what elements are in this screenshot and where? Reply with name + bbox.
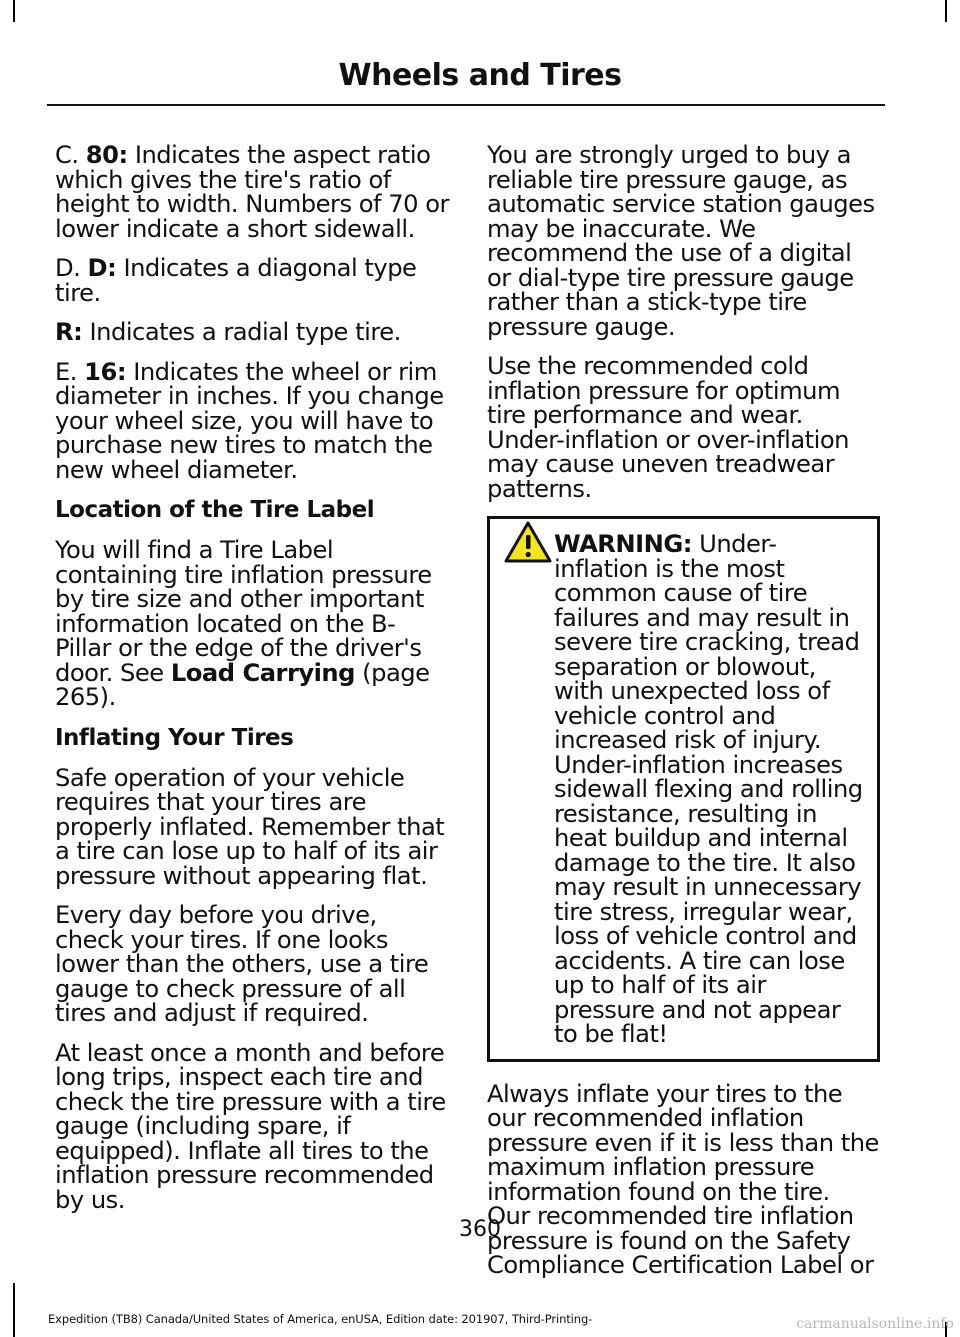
- paragraph-always-inflate: Always inflate your tires to the our recommended inflation pressure even if it is less than the maximum inflation pressure information found on the tire. Our recommended tire inflation pressure is found on the Safety Compliance Certification Label or: [487, 1079, 879, 1279]
- page-title: Wheels and Tires: [338, 58, 622, 93]
- paragraph-pressure-gauge: You are strongly urged to buy a reliable tire pressure gauge, as automatic service station gauges may be inaccurate. We recommend the use of a digital or dial-type tire pressure gauge rather than a stick-type tire pressure gauge.: [487, 141, 875, 341]
- right-column: [487, 143, 879, 1293]
- watermark: carmanualsonline.info: [796, 1316, 954, 1332]
- paragraph-d: D. D: Indicates a diagonal type tire.: [55, 254, 417, 307]
- paragraph-r: R: Indicates a radial type tire.: [55, 318, 401, 346]
- code-d: D:: [87, 254, 117, 282]
- crop-mark-bottom-left: [13, 1283, 15, 1337]
- warning-box: [487, 516, 880, 1062]
- warning-label: WARNING:: [554, 530, 692, 558]
- paragraph-c: C. 80: Indicates the aspect ratio which gives the tire's ratio of height to width. Numbers of 70 or lower indicate a short sidewall.: [55, 141, 449, 243]
- load-carrying-link[interactable]: Load Carrying: [170, 658, 355, 687]
- crop-mark-top-right: [945, 0, 947, 22]
- paragraph-every-day: Every day before you drive, check your tires. If one looks lower than the others, use a tire gauge to check pressure of all tires and adjust if required.: [55, 901, 429, 1027]
- heading-tire-label-location: Location of the Tire Label: [55, 497, 375, 523]
- page-number: 360: [459, 1217, 501, 1242]
- code-16: 16:: [84, 357, 127, 386]
- heading-inflating-tires: Inflating Your Tires: [55, 724, 294, 751]
- paragraph-once-a-month: At least once a month and before long trips, inspect each tire and check the tire pressure with a tire gauge (including spare, if equipped). Inflate all tires to the inflation pressure recommended by us.: [55, 1038, 446, 1214]
- paragraph-tire-label: You will find a Tire Label containing tire inflation pressure by tire size and other important information located on the B-Pillar or the edge of the driver's door. See Load Carrying (page 265).: [55, 536, 432, 711]
- header-divider: [47, 104, 885, 106]
- paragraph-cold-inflation: Use the recommended cold inflation pressure for optimum tire performance and wear. Under-inflation or over-inflation may cause uneven treadwear patterns.: [487, 352, 850, 503]
- left-column: [55, 143, 450, 1227]
- edition-footer: Expedition (TB8) Canada/United States of America, enUSA, Edition date: 201907, Third-Printing-: [48, 1312, 593, 1326]
- paragraph-e: E. 16: Indicates the wheel or rim diameter in inches. If you change your wheel size, you will have to purchase new tires to match the new wheel diameter.: [55, 357, 444, 484]
- paragraph-safe-operation: Safe operation of your vehicle requires that your tires are properly inflated. Remember that a tire can lose up to half of its air pressure without appearing flat.: [55, 763, 445, 890]
- crop-mark-top-left: [13, 0, 15, 22]
- warning-text: Under-inflation is the most common cause of tire failures and may result in severe tire cracking, tread separation or blowout, with unexpected loss of vehicle control and increased risk of injury. Under-inflation increases sidewall flexing and rolling resistance, resulting in heat buildup and internal damage to the tire. It also may result in unnecessary tire stress, irregular wear, loss of vehicle control and accidents. A tire can lose up to half of its air pressure and not appear to be flat!: [554, 530, 863, 1048]
- code-r: R:: [55, 318, 83, 346]
- warning-triangle-icon: [504, 520, 552, 564]
- code-80: 80:: [85, 141, 128, 169]
- warning-content: [490, 532, 869, 1047]
